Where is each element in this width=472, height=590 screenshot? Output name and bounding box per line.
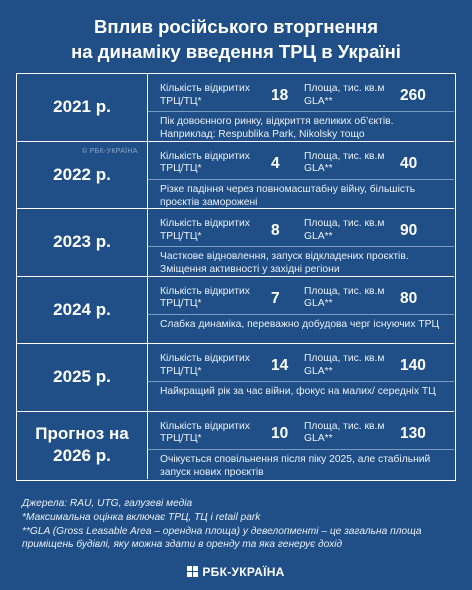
row-divider [148,111,454,112]
area-label: Площа, тис. кв.м GLA** [304,420,385,444]
count-label: Кількість відкритих ТРЦ/ТЦ* [160,420,250,444]
table-row [17,74,454,142]
count-value: 7 [271,289,280,307]
table-row [17,344,454,412]
footnote-sources: Джерела: RAU, UTG, галузеві медіа [22,498,193,509]
area-value: 40 [400,154,418,172]
row-description: Пік довоєнного ринку, відкриття великих об’єктів. Наприклад: Respublika Park, Nikolsky тощо [160,116,394,140]
row-divider [148,314,454,315]
row-description: Різке падіння через повномасштабну війну, більшість проєктів заморожені [160,183,416,208]
row-description: Очікується сповільнення після піку 2025, але стабільний запуск нових проєктів [160,453,431,478]
count-label: Кількість відкритих ТРЦ/ТЦ* [160,285,250,309]
area-value: 130 [400,424,426,442]
area-label: Площа, тис. кв.м GLA** [304,218,385,242]
row-divider [148,246,454,247]
brand-name: РБК-УКРАЇНА [202,565,285,579]
watermark: © РБК-УКРАЇНА [82,148,138,155]
row-year: 2021 р. [17,74,148,141]
table-row [17,277,454,345]
area-label: Площа, тис. кв.м GLA** [304,285,385,309]
count-value: 8 [271,222,280,239]
footnote-max-estimate: *Максимальна оцінка включає ТРЦ, ТЦ і retail park [22,512,261,523]
table-row [17,412,454,480]
row-divider [148,449,454,450]
row-divider [148,381,454,382]
row-description: Часткове відновлення, запуск відкладених проєктів. Зміщення активності у західні регіони [160,251,409,275]
title-line-1: Вплив російського вторгнення [93,16,379,37]
count-label: Кількість відкритих ТРЦ/ТЦ* [160,83,250,107]
area-value: 140 [400,357,426,374]
footnote-gla: **GLA (Gross Leasable Area – орендна площа) у девелопменті – це загальна площа приміщень будівлі, яку можна здати в оренду та яка генерує дохід [22,526,422,550]
count-value: 4 [271,154,280,172]
area-value: 80 [400,289,418,307]
title-line-2: на динаміку введення ТРЦ в Україні [71,41,401,62]
infographic-title [0,14,472,64]
count-label: Кількість відкритих ТРЦ/ТЦ* [160,218,250,242]
row-year: Прогноз на 2026 р. [17,412,148,480]
area-label: Площа, тис. кв.м GLA** [304,353,385,377]
area-label: Площа, тис. кв.м GLA** [304,83,385,107]
area-value: 260 [400,87,426,104]
data-table [16,73,456,481]
count-label: Кількість відкритих ТРЦ/ТЦ* [160,353,250,377]
row-description: Найкращий рік за час війни, фокус на малих/ середніх ТЦ [160,386,436,397]
brand-logo [0,565,472,579]
count-value: 18 [271,87,289,104]
row-description: Слабка динаміка, переважно добудова черг існуючих ТРЦ [160,318,440,330]
table-row [17,209,454,277]
row-divider [148,179,454,180]
row-year: 2022 р. [17,142,148,209]
area-label: Площа, тис. кв.м GLA** [304,150,385,174]
area-value: 90 [400,222,418,239]
row-year: 2025 р. [17,344,148,411]
row-year: 2023 р. [17,209,148,276]
brand-mark-icon [187,566,198,577]
count-value: 14 [271,357,289,374]
count-label: Кількість відкритих ТРЦ/ТЦ* [160,150,250,174]
count-value: 10 [271,424,289,442]
row-year: 2024 р. [17,277,148,344]
